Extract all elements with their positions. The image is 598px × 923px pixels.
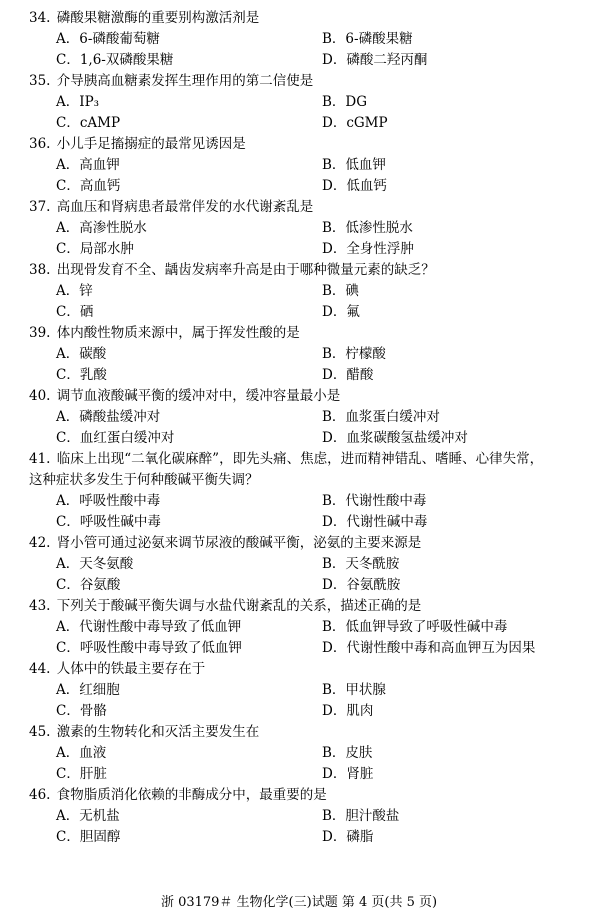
answer-option: D．肾脏 [322, 766, 374, 782]
question-stem [0, 134, 598, 155]
answer-option: B．碘 [322, 283, 359, 299]
option-row [0, 428, 598, 449]
answer-option: D．血浆碳酸氢盐缓冲对 [322, 430, 468, 446]
question-item [0, 323, 598, 386]
answer-option: D．磷酸二羟丙酮 [322, 52, 428, 68]
question-text: 肾小管可通过泌氨来调节尿液的酸碱平衡，泌氨的主要来源是 [56, 535, 422, 551]
question-number: 37. [29, 199, 51, 215]
answer-option: D．代谢性酸中毒和高血钾互为因果 [322, 640, 536, 656]
option-row [0, 155, 598, 176]
option-row [0, 29, 598, 50]
question-stem [0, 596, 598, 617]
answer-option: A．高血钾 [56, 157, 120, 173]
question-number: 36. [29, 136, 51, 152]
question-number: 39. [29, 325, 51, 341]
answer-option: D．代谢性碱中毒 [322, 514, 428, 530]
option-row [0, 218, 598, 239]
option-row [0, 806, 598, 827]
question-text: 调节血液酸碱平衡的缓冲对中，缓冲容量最小是 [56, 388, 341, 404]
question-item [0, 785, 598, 848]
option-row [0, 50, 598, 71]
option-row [0, 512, 598, 533]
answer-option: D．全身性浮肿 [322, 241, 414, 257]
question-text: 食物脂质消化依赖的非酶成分中，最重要的是 [56, 787, 327, 803]
question-item [0, 134, 598, 197]
option-row [0, 176, 598, 197]
question-stem [0, 71, 598, 92]
question-text: 这种症状多发生于何种酸碱平衡失调？ [29, 472, 259, 488]
option-row [0, 113, 598, 134]
question-text: 小儿手足搐搦症的最常见诱因是 [56, 136, 246, 152]
option-row [0, 491, 598, 512]
question-text: 体内酸性物质来源中，属于挥发性酸的是 [56, 325, 300, 341]
answer-option: B．天冬酰胺 [322, 556, 400, 572]
question-number: 40. [29, 388, 51, 404]
question-stem [0, 722, 598, 743]
answer-option: A．红细胞 [56, 682, 120, 698]
answer-option: C．呼吸性碱中毒 [56, 514, 161, 530]
answer-option: B．6-磷酸果糖 [322, 31, 413, 47]
question-item [0, 71, 598, 134]
answer-option: B．低血钾导致了呼吸性碱中毒 [322, 619, 508, 635]
page-footer: 浙 03179＃ 生物化学(三)试题 第 4 页(共 5 页) [160, 895, 438, 910]
question-text: 出现骨发育不全、龋齿发病率升高是由于哪种微量元素的缺乏？ [56, 262, 435, 278]
question-stem [0, 260, 598, 281]
answer-option: D．肌肉 [322, 703, 374, 719]
question-text: 下列关于酸碱平衡失调与水盐代谢紊乱的关系，描述正确的是 [56, 598, 422, 614]
option-row [0, 554, 598, 575]
question-item [0, 8, 598, 71]
question-number: 38. [29, 262, 51, 278]
answer-option: C．谷氨酸 [56, 577, 121, 593]
answer-option: A．无机盐 [56, 808, 120, 824]
option-row [0, 239, 598, 260]
question-text: 磷酸果糖激酶的重要别构激活剂是 [56, 10, 260, 26]
answer-option: C．乳酸 [56, 367, 107, 383]
question-number: 41. [29, 451, 51, 467]
answer-option: C．血红蛋白缓冲对 [56, 430, 175, 446]
answer-option: A．锌 [56, 283, 93, 299]
option-row [0, 638, 598, 659]
question-stem [0, 197, 598, 218]
answer-option: D．cGMP [322, 115, 388, 131]
question-number: 42. [29, 535, 51, 551]
option-row [0, 407, 598, 428]
question-stem-continued [0, 470, 598, 491]
question-item [0, 386, 598, 449]
answer-option: A．天冬氨酸 [56, 556, 134, 572]
answer-option: B．血浆蛋白缓冲对 [322, 409, 440, 425]
question-stem [0, 8, 598, 29]
question-text: 临床上出现“二氧化碳麻醉”，即先头痛、焦虑，进而精神错乱、嗜睡、心律失常， [56, 451, 544, 467]
answer-option: A．碳酸 [56, 346, 107, 362]
question-text: 人体中的铁最主要存在于 [56, 661, 206, 677]
answer-option: B．胆汁酸盐 [322, 808, 400, 824]
answer-option: C．胆固醇 [56, 829, 121, 845]
answer-option: C．局部水肿 [56, 241, 134, 257]
answer-option: A．磷酸盐缓冲对 [56, 409, 161, 425]
answer-option: D．磷脂 [322, 829, 374, 845]
question-number: 34. [29, 10, 51, 26]
question-item [0, 197, 598, 260]
answer-option: A．高渗性脱水 [56, 220, 147, 236]
option-row [0, 281, 598, 302]
option-row [0, 92, 598, 113]
option-row [0, 680, 598, 701]
question-text: 介导胰高血糖素发挥生理作用的第二信使是 [56, 73, 314, 89]
answer-option: D．醋酸 [322, 367, 374, 383]
answer-option: C．1,6-双磷酸果糖 [56, 52, 174, 68]
answer-option: C．骨骼 [56, 703, 107, 719]
question-stem [0, 323, 598, 344]
answer-option: C．高血钙 [56, 178, 121, 194]
option-row [0, 617, 598, 638]
question-stem [0, 386, 598, 407]
answer-option: A．IP₃ [56, 94, 100, 110]
answer-option: C．cAMP [56, 115, 121, 131]
answer-option: B．低血钾 [322, 157, 386, 173]
option-row [0, 344, 598, 365]
question-number: 45. [29, 724, 51, 740]
answer-option: A．血液 [56, 745, 107, 761]
question-item [0, 659, 598, 722]
question-item [0, 722, 598, 785]
option-row [0, 701, 598, 722]
question-item [0, 596, 598, 659]
answer-option: B．代谢性酸中毒 [322, 493, 427, 509]
answer-option: A．呼吸性酸中毒 [56, 493, 161, 509]
answer-option: A．6-磷酸葡萄糖 [56, 31, 160, 47]
question-number: 44. [29, 661, 51, 677]
option-row [0, 743, 598, 764]
answer-option: C．肝脏 [56, 766, 107, 782]
option-row [0, 365, 598, 386]
answer-option: B．柠檬酸 [322, 346, 386, 362]
answer-option: B．皮肤 [322, 745, 373, 761]
question-stem [0, 785, 598, 806]
answer-option: B．甲状腺 [322, 682, 386, 698]
answer-option: C．硒 [56, 304, 94, 320]
question-text: 激素的生物转化和灭活主要发生在 [56, 724, 260, 740]
question-item [0, 533, 598, 596]
question-list [0, 8, 598, 848]
answer-option: B．低渗性脱水 [322, 220, 413, 236]
answer-option: D．谷氨酰胺 [322, 577, 401, 593]
answer-option: D．氟 [322, 304, 360, 320]
question-text: 高血压和肾病患者最常伴发的水代谢紊乱是 [56, 199, 314, 215]
option-row [0, 827, 598, 848]
answer-option: C．呼吸性酸中毒导致了低血钾 [56, 640, 242, 656]
question-number: 46. [29, 787, 51, 803]
question-stem [0, 533, 598, 554]
option-row [0, 575, 598, 596]
question-stem [0, 659, 598, 680]
option-row [0, 764, 598, 785]
answer-option: B．DG [322, 94, 368, 110]
option-row [0, 302, 598, 323]
question-number: 35. [29, 73, 51, 89]
question-stem [0, 449, 598, 470]
question-number: 43. [29, 598, 51, 614]
answer-option: D．低血钙 [322, 178, 387, 194]
question-item [0, 449, 598, 533]
question-item [0, 260, 598, 323]
answer-option: A．代谢性酸中毒导致了低血钾 [56, 619, 242, 635]
